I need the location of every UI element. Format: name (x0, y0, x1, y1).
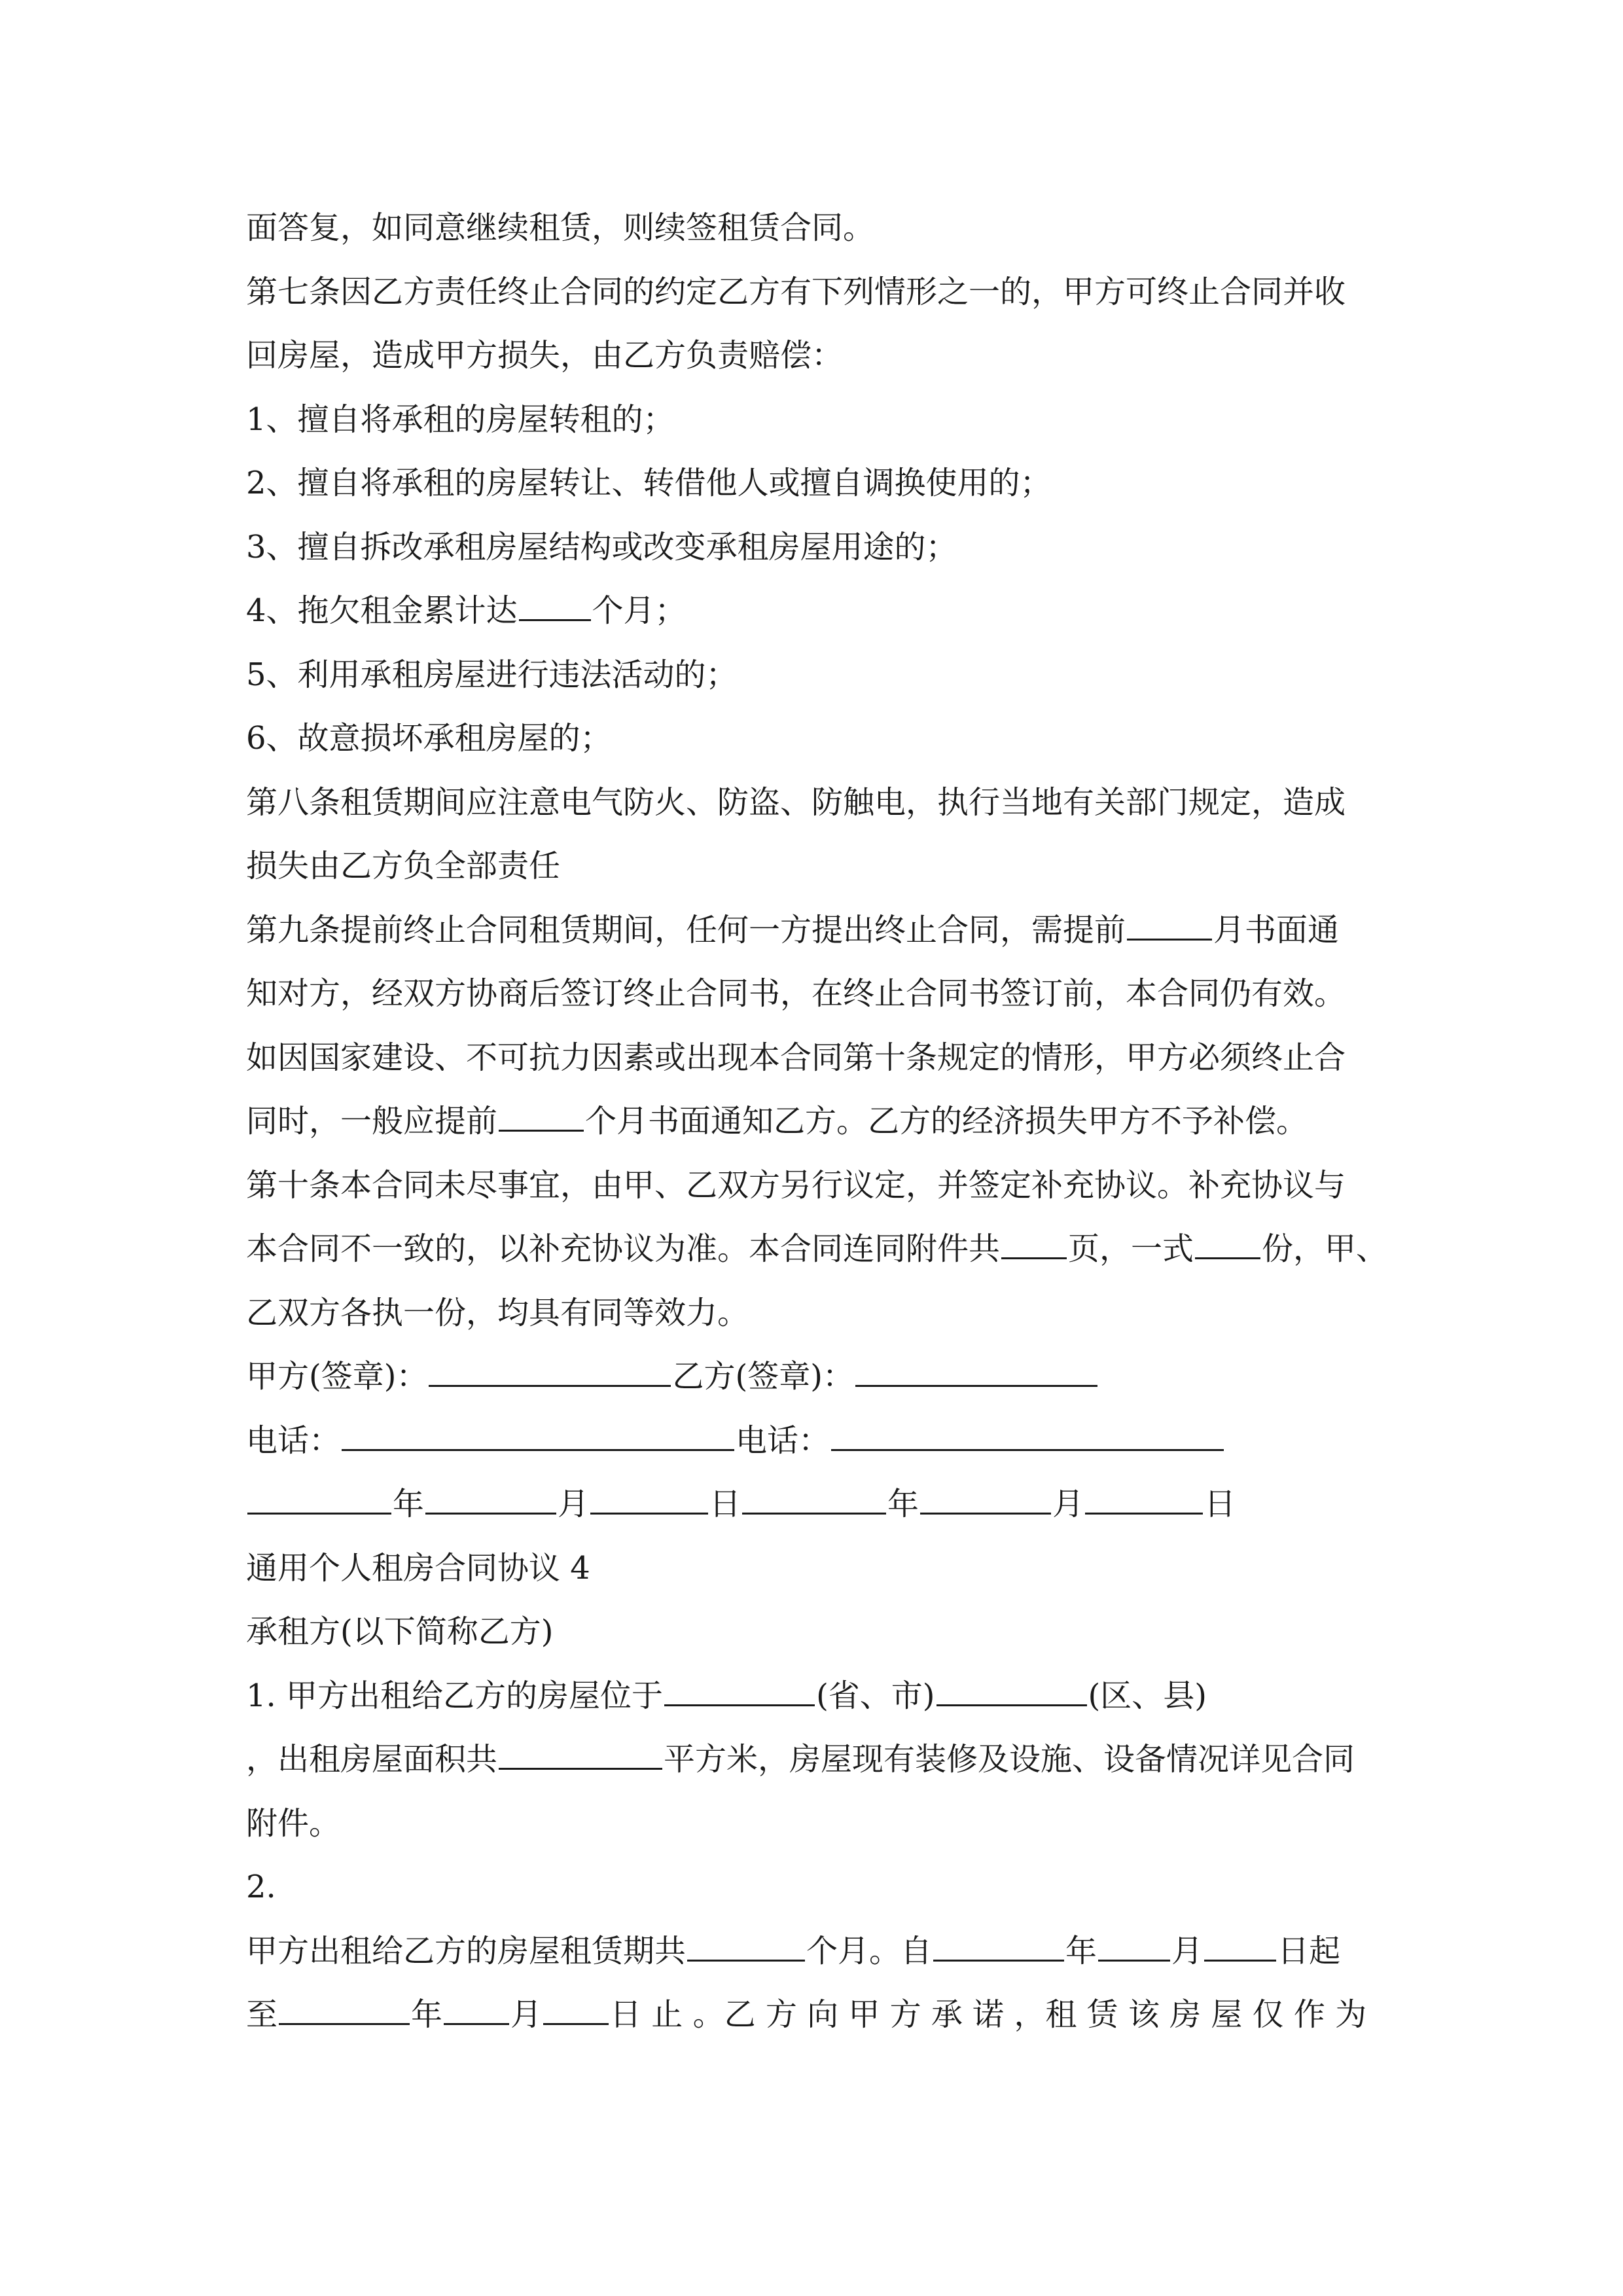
text-line: 承租方(以下简称乙方) (246, 1613, 554, 1650)
year-blank (247, 1486, 391, 1515)
months-blank (687, 1933, 805, 1962)
year-blank (742, 1486, 886, 1515)
party-a-phone-blank (342, 1423, 734, 1451)
end-day-blank (543, 1997, 609, 2025)
text-line: 面答复，如同意继续租赁，则续签租赁合同。 (246, 209, 875, 246)
text-segment: 页，一式 (1068, 1230, 1194, 1267)
day-blank (590, 1486, 708, 1515)
text-segment: (省、市) (816, 1677, 935, 1714)
fill-blank (499, 1103, 584, 1132)
text-segment: 本合同不一致的，以补充协议为准。本合同连同附件共 (246, 1230, 1001, 1267)
text-segment: 月 (1171, 1932, 1204, 1969)
text-segment: 1. 甲方出租给乙方的房屋位于 (246, 1677, 664, 1714)
text-segment: 日起 (1277, 1932, 1341, 1969)
clause-1-line (246, 1664, 1385, 1729)
clause-2-line (246, 1983, 1385, 2047)
party-b-phone-blank (831, 1423, 1224, 1451)
text-line: 2、擅自将承租的房屋转让、转借他人或擅自调换使用的； (246, 465, 1052, 501)
text-segment: 甲方出租给乙方的房屋租赁期共 (246, 1932, 687, 1969)
text-line-item4 (246, 579, 1385, 643)
text-line: 附件。 (246, 1804, 341, 1842)
text-line-art10 (246, 1217, 1388, 1282)
text-line: 第十条本合同未尽事宜，由甲、乙双方另行议定，并签定补充协议。补充协议与 (246, 1166, 1346, 1204)
text-segment: ，出租房屋面积共 (246, 1741, 498, 1778)
month-blank (425, 1486, 556, 1515)
party-b-phone-label: 电话： (736, 1422, 830, 1459)
text-segment: 至 (246, 1996, 278, 2033)
text-segment: 月书面通 (1213, 911, 1340, 948)
year-label: 年 (887, 1486, 919, 1522)
text-segment: 个月。自 (806, 1932, 933, 1969)
fill-blank (1127, 912, 1212, 941)
district-blank (936, 1678, 1087, 1706)
phone-line (246, 1409, 1385, 1473)
day-blank (1085, 1486, 1203, 1515)
month-label: 月 (1052, 1486, 1084, 1522)
text-line: 1、擅自将承租的房屋转租的； (246, 401, 675, 438)
text-segment: 日 止 。乙 方 向 甲 方 承 诺 ，租 赁 该 房 屋 仅 作 为 (610, 1996, 1367, 2033)
party-a-phone-label: 电话： (246, 1422, 341, 1459)
end-month-blank (444, 1997, 509, 2025)
clause-1-line (246, 1728, 1385, 1792)
day-label: 日 (709, 1486, 741, 1522)
party-b-sign-label: 乙方(签章)： (672, 1358, 854, 1395)
day-label: 日 (1204, 1486, 1236, 1522)
text-line-art9-notice (246, 1090, 1385, 1154)
text-line: 损失由乙方负全部责任 (246, 848, 561, 884)
text-segment: 年 (411, 1996, 443, 2033)
text-line: 如因国家建设、不可抗力因素或出现本合同第十条规定的情形，甲方必须终止合 (246, 1039, 1346, 1076)
text-line: 第八条租赁期间应注意电气防火、防盗、防触电，执行当地有关部门规定，造成 (246, 783, 1346, 821)
area-blank (499, 1742, 662, 1770)
clause-2-line (246, 1920, 1385, 1984)
month-label: 月 (558, 1486, 590, 1522)
text-segment: 个月； (592, 592, 687, 629)
text-line: 3、擅自拆改承租房屋结构或改变承租房屋用途的； (246, 528, 957, 565)
end-year-blank (279, 1997, 410, 2025)
text-line: 回房屋，造成甲方损失，由乙方负责赔偿： (246, 337, 844, 374)
text-segment: 第九条提前终止合同租赁期间，任何一方提出终止合同，需提前 (246, 911, 1126, 948)
text-segment: (区、县) (1088, 1677, 1207, 1714)
document-page (246, 196, 1388, 2047)
text-line: 6、故意损坏承租房屋的； (246, 720, 612, 757)
section-title: 通用个人租房合同协议 4 (246, 1549, 590, 1587)
date-line (246, 1473, 1385, 1537)
text-segment: 平方米，房屋现有装修及设施、设备情况详见合同 (664, 1741, 1355, 1778)
text-line-art9 (246, 899, 1385, 963)
text-line: 5、利用承租房屋进行违法活动的； (246, 656, 738, 693)
text-segment: 月 (510, 1996, 543, 2033)
signature-line (246, 1345, 1385, 1409)
province-blank (664, 1678, 815, 1706)
text-line: 乙双方各执一份，均具有同等效力。 (246, 1294, 749, 1331)
text-line: 知对方，经双方协商后签订终止合同书，在终止合同书签订前，本合同仍有效。 (246, 975, 1346, 1012)
text-segment: 4、拖欠租金累计达 (246, 592, 518, 629)
start-year-blank (933, 1933, 1064, 1962)
clause-number: 2. (246, 1869, 276, 1905)
start-month-blank (1098, 1933, 1170, 1962)
text-segment: 份，甲、 (1262, 1230, 1388, 1267)
text-segment: 个月书面通知乙方。乙方的经济损失甲方不予补偿。 (585, 1103, 1308, 1139)
fill-blank (1001, 1231, 1067, 1259)
text-segment: 同时，一般应提前 (246, 1103, 498, 1139)
text-segment: 年 (1065, 1932, 1097, 1969)
party-b-sign-blank (855, 1359, 1097, 1387)
text-line: 第七条因乙方责任终止合同的约定乙方有下列情形之一的，甲方可终止合同并收 (246, 273, 1346, 310)
year-label: 年 (393, 1486, 425, 1522)
party-a-sign-blank (429, 1359, 671, 1387)
fill-blank (519, 593, 591, 621)
fill-blank (1195, 1231, 1260, 1259)
month-blank (920, 1486, 1051, 1515)
party-a-sign-label: 甲方(签章)： (246, 1358, 428, 1395)
start-day-blank (1204, 1933, 1276, 1962)
